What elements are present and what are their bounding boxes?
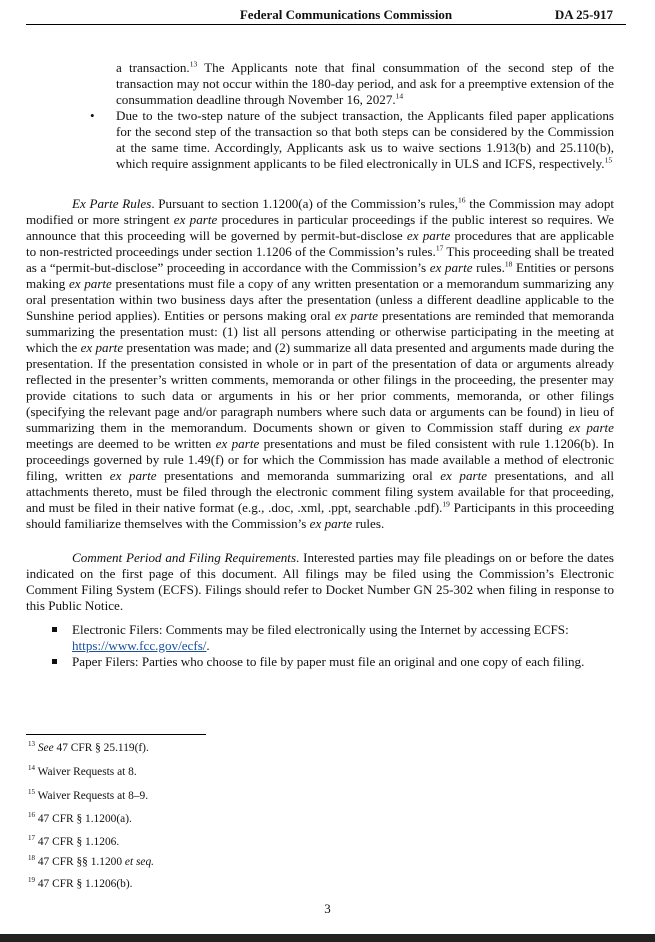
section-heading: Ex Parte Rules [72, 196, 152, 211]
ex-parte-paragraph: Ex Parte Rules. Pursuant to section 1.1200(a) of the Commission’s rules,$^{16}$ the Commission may adopt modified or more stringent ex parte procedures in particular proceedings if the public interest so requires. We announce that this proceeding will be governed by permit-but-disclose ex parte procedures that are applicable to non-restricted proceedings under section 1.1206 of the Commission’s rules.$^{17}$ This proceeding shall be treated as a “permit-but-disclose” proceeding in accordance with the Commission’s ex parte rules.$^{18}$ Entities or persons making ex parte presentations must file a copy of any written presentation or a memorandum summarizing any oral presentation within two business days after the presentation (unless a different deadline applicable to the Sunshine period applies). Entities or persons making oral ex parte presentations are reminded that memoranda summarizing the presentation must: (1) list all persons attending or otherwise participating in the meeting at which the ex parte presentation was made; and (2) summarize all data presented and arguments made during the presentation. If the presentation consisted in whole or in part of the presentation of data or arguments already reflected in the presenter’s written comments, memoranda or other filings in the proceeding, the presenter may provide citations to such data or arguments in his or her prior comments, memoranda, or other filings (specifying the relevant page and/or paragraph numbers where such data or arguments can be found) in lieu of summarizing them in the memorandum. Documents shown or given to Commission staff during ex parte meetings are deemed to be written ex parte presentations and must be filed consistent with rule 1.1206(b). In proceedings governed by rule 1.49(f) or for which the Commission has made available a method of electronic filing, written ex parte presentations and memoranda summarizing oral ex parte presentations, and all attachments thereto, must be filed through the electronic comment filing system available for that proceeding, and must be filed in their native format (e.g., .doc, .xml, .ppt, searchable .pdf).$^{19}$ Participants in this proceeding should familiarize themselves with the Commission’s ex parte rules. [26, 195, 615, 531]
electronic-filers-item: Electronic Filers: Comments may be filed electronically using the Internet by accessing ECFS: https://www.fcc.gov/ecfs/. [72, 622, 614, 654]
footnote-ref[interactable]: 16 [458, 195, 466, 205]
comment-period-paragraph: Comment Period and Filing Requirements. Interested parties may file pleadings on or before the dates indicated on the first page of this document. All filings may be filed using the Commission’s Electronic Comment Filing System (ECFS). Filings should refer to Docket Number GN 25-302 when filing in response to this Public Notice. [26, 550, 614, 613]
bullet-paper-applications: • Due to the two-step nature of the subject transaction, the Applicants filed paper applications for the second step of the transaction so that both steps can be considered by the Commission at the same time. Accordingly, Applicants ask us to waive sections 1.913(b) and 25.110(b), which require assignment applicants to be filed electronically in ULS and ICFS, respectively.$^{15}$ [90, 108, 614, 171]
footnote-ref[interactable]: 17 [435, 243, 444, 253]
bullet-continuation: a transaction.$^{13}$ The Applicants note that final consummation of the second step of the transaction may not occur within the 180-day period, and ask for a preemptive extension of the consummation deadline through November 16, 2027.14 [116, 59, 615, 107]
page-header [26, 6, 626, 25]
footnote-16: $^{16}$ 47 CFR § 1.1200(a). [28, 811, 132, 825]
footnote-19: $^{19}$ 47 CFR § 1.1206(b). [28, 876, 133, 890]
footnote-14: $^{14}$ Waiver Requests at 8. [28, 764, 137, 778]
page-number: 3 [324, 901, 331, 916]
footnote-ref[interactable]: 14 [395, 91, 404, 101]
footnote-15: $^{15}$ Waiver Requests at 8–9. [28, 788, 149, 802]
footnote-17: $^{17}$ 47 CFR § 1.1206. [28, 834, 120, 848]
viewer-bottom-bar [0, 934, 655, 942]
square-bullet-icon [52, 627, 57, 632]
square-bullet-icon [52, 659, 57, 664]
bullet-icon: • [90, 108, 95, 123]
footnote-ref[interactable]: 13 [189, 59, 198, 69]
footnote-ref[interactable]: 15 [604, 155, 613, 165]
paper-filers-item: Paper Filers: Parties who choose to file by paper must file an original and one copy of each filing. [72, 654, 614, 670]
document-number: DA 25-917 [554, 7, 613, 22]
footnote-13: $^{13}$ See 47 CFR § 25.119(f). [28, 740, 149, 754]
footnote-divider [26, 734, 206, 735]
footnote-ref[interactable]: 18 [504, 259, 513, 269]
footnote-18: $^{18}$ 47 CFR §§ 1.1200 et seq. [28, 854, 154, 868]
section-heading: Comment Period and Filing Requirements [72, 550, 297, 565]
agency-name: Federal Communications Commission [239, 7, 453, 22]
footnote-ref[interactable]: 19 [442, 499, 450, 509]
ecfs-link[interactable]: https://www.fcc.gov/ecfs/ [72, 638, 207, 653]
